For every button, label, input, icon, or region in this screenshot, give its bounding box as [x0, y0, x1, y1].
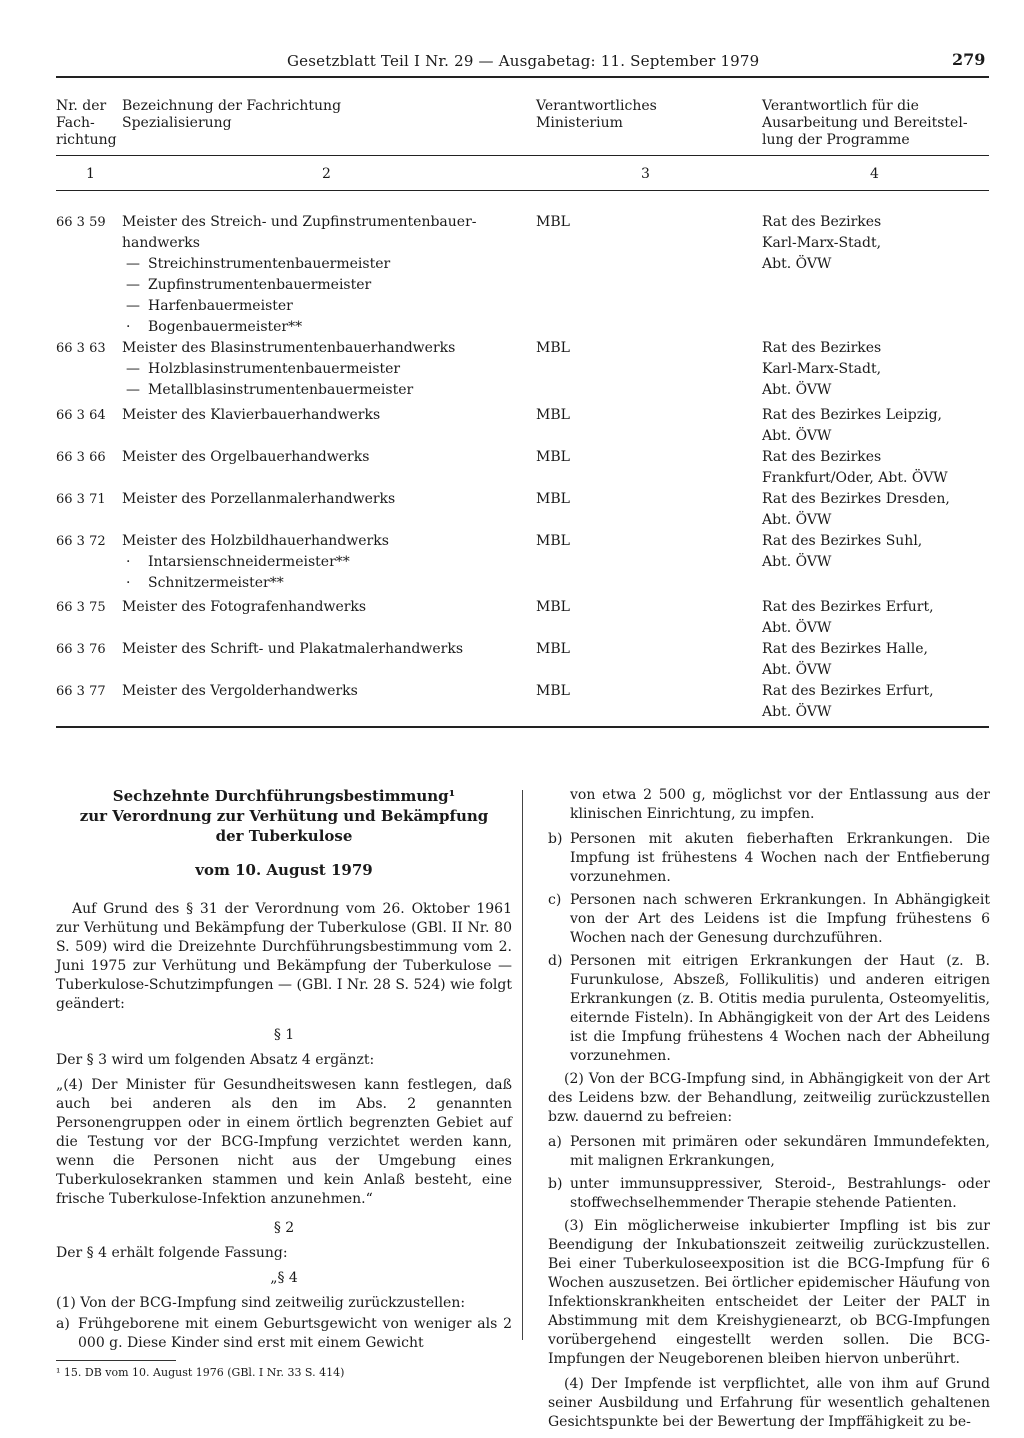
- row-responsible: Rat des Bezirkes Frankfurt/Oder, Abt. ÖVW: [762, 449, 948, 486]
- th-bezeichnung: Bezeichnung der Fachrichtung Spezialisierung: [122, 98, 342, 131]
- th-nr: Nr. der Fach- richtung: [56, 98, 117, 148]
- row-nr: 66 3 72: [56, 534, 106, 549]
- row-responsible: Rat des Bezirkes Suhl, Abt. ÖVW: [762, 533, 923, 570]
- paragraph-3: (3) Ein möglicherweise inkubierter Impfling ist bis zur Beendigung der Inkubationszeit zeitweilig zurückzustellen. Bei einer Tuberkuloseexposition ist die BCG-Impfung für 6 Wochen auszusetzen. Bei örtlicher epidemischer Häufung von Infektionskrankheiten entscheidet der Leiter der PALT in Abstimmung mit dem Kreishygienearzt, ob BCG-Impfungen vorübergehend eingestellt werden sollen. Die BCG-Impfungen der Neugeborenen bleiben hiervon unberührt.: [548, 1218, 990, 1367]
- row-name: Meister des Vergolderhandwerks: [122, 683, 358, 699]
- section-4-heading: „§ 4: [270, 1270, 298, 1286]
- list-item: a) Frühgeborene mit einem Geburtsgewicht von weniger als 2 000 g. Diese Kinder sind erst mit einem Gewicht: [56, 1316, 512, 1351]
- article-title: Sechzehnte Durchführungsbestimmung¹ zur Verordnung zur Verhütung und Bekämpfung der Tuberkulose: [79, 787, 489, 845]
- list-item: d) Personen mit eitrigen Erkrankungen der Haut (z. B. Furunkulose, Abszeß, Follikulitis) und anderen eitrigen Erkrankungen (z. B. Otitis media purulenta, Osteomyelitis, eiternde Fisteln). In Abhängigkeit von der Art des Leidens ist die Impfung frühestens 4 Wochen nach der Abheilung vorzunehmen.: [548, 953, 990, 1064]
- row-name: Meister des Fotografenhandwerks: [122, 599, 367, 615]
- list-continuation: von etwa 2 500 g, möglichst vor der Entlassung aus der klinischen Einrichtung, zu impfen.: [570, 787, 990, 822]
- row-nr: 66 3 76: [56, 642, 106, 657]
- intro-paragraph: Auf Grund des § 31 der Verordnung vom 26. Oktober 1961 zur Verhütung und Bekämpfung der Tuberkulose (GBl. II Nr. 80 S. 509) wird die Dreizehnte Durchführungsbestimmung vom 2. Juni 1975 zur Verhütung und Bekämpfung der Tuberkulose — Tuberkulose-Schutzimpfungen — (GBl. I Nr. 28 S. 524) wie folgt geändert:: [56, 901, 512, 1012]
- paragraph-1: (1) Von der BCG-Impfung sind zeitweilig zurückzustellen:: [56, 1295, 466, 1311]
- right-column: [548, 786, 990, 1438]
- paragraph-2: (2) Von der BCG-Impfung sind, in Abhängigkeit von der Art des Leidens bzw. der Behandlung, zeitweilig zurückzustellen bzw. dauernd zu befreien:: [548, 1071, 990, 1125]
- list-item: b) unter immunsuppressiver, Steroid-, Bestrahlungs- oder stoffwechselhemmender Therapie stehende Patienten.: [548, 1176, 990, 1211]
- row-name: Meister des Schrift- und Plakatmalerhandwerks: [122, 641, 464, 657]
- row-nr: 66 3 63: [56, 341, 106, 356]
- row-responsible: Rat des Bezirkes Halle, Abt. ÖVW: [762, 641, 928, 678]
- row-ministry: MBL: [536, 340, 570, 356]
- section-1-lead: Der § 3 wird um folgenden Absatz 4 ergänzt:: [56, 1052, 375, 1068]
- row-nr: 66 3 64: [56, 408, 106, 423]
- row-ministry: MBL: [536, 641, 570, 657]
- paragraph-4: (4) Der Impfende ist verpflichtet, alle von ihm auf Grund seiner Ausbildung und Erfahrung für wesentlich gehaltenen Gesichtspunkte bei der Bewertung der Impffähigkeit zu be-: [548, 1376, 990, 1430]
- row-ministry: MBL: [536, 599, 570, 615]
- footnote-rule: [56, 1360, 176, 1361]
- row-nr: 66 3 66: [56, 450, 106, 465]
- header-rule: [56, 76, 989, 78]
- row-name: Meister des Orgelbauerhandwerks: [122, 449, 370, 465]
- row-responsible: Rat des Bezirkes Leipzig, Abt. ÖVW: [762, 407, 942, 444]
- row-name: Meister des Porzellanmalerhandwerks: [122, 491, 396, 507]
- section-2-heading: § 2: [273, 1220, 295, 1236]
- section-1-heading: § 1: [273, 1027, 295, 1043]
- colnum-4: 4: [870, 166, 879, 182]
- row-responsible: Rat des Bezirkes Karl-Marx-Stadt, Abt. ÖVW: [762, 340, 882, 398]
- section-2-lead: Der § 4 erhält folgende Fassung:: [56, 1245, 288, 1261]
- th-ministerium: Verantwortliches Ministerium: [536, 98, 657, 131]
- row-nr: 66 3 59: [56, 215, 106, 230]
- th-verantwortlich: Verantwortlich für die Ausarbeitung und Bereitstel- lung der Programme: [762, 98, 968, 148]
- row-responsible: Rat des Bezirkes Karl-Marx-Stadt, Abt. ÖVW: [762, 214, 882, 272]
- table-bottom-rule: [56, 726, 989, 728]
- colnum-3: 3: [641, 166, 650, 182]
- row-ministry: MBL: [536, 214, 570, 230]
- row-name: Meister des Holzbildhauerhandwerks · Intarsienschneidermeister** · Schnitzermeister**: [122, 533, 389, 591]
- row-nr: 66 3 75: [56, 600, 106, 615]
- row-name: Meister des Blasinstrumentenbauerhandwerks — Holzblasinstrumentenbauermeister — Metallblasinstrumentenbauermeister: [122, 340, 456, 398]
- row-responsible: Rat des Bezirkes Erfurt, Abt. ÖVW: [762, 599, 934, 636]
- list-item: a) Personen mit primären oder sekundären Immundefekten, mit malignen Erkrankungen,: [548, 1134, 990, 1169]
- running-header: Gesetzblatt Teil I Nr. 29 — Ausgabetag: 11. September 1979: [287, 52, 760, 70]
- row-nr: 66 3 71: [56, 492, 106, 507]
- row-name: Meister des Klavierbauerhandwerks: [122, 407, 381, 423]
- colnum-1: 1: [86, 166, 95, 182]
- row-responsible: Rat des Bezirkes Dresden, Abt. ÖVW: [762, 491, 950, 528]
- article-date: vom 10. August 1979: [195, 861, 373, 879]
- footnote: ¹ 15. DB vom 10. August 1976 (GBl. I Nr. 33 S. 414): [56, 1366, 345, 1379]
- list-item: c) Personen nach schweren Erkrankungen. In Abhängigkeit von der Art des Leidens ist die Impfung frühestens 6 Wochen nach der Genesung durchzuführen.: [548, 892, 990, 946]
- left-column: [56, 900, 512, 1357]
- row-name: Meister des Streich- und Zupfinstrumentenbauer- handwerks — Streichinstrumentenbauermeister — Zupfinstrumentenbauermeister — Harfenbauermeister · Bogenbauermeister**: [122, 214, 477, 335]
- row-ministry: MBL: [536, 491, 570, 507]
- section-1-quote: „(4) Der Minister für Gesundheitswesen kann festlegen, daß auch bei anderen als den im Abs. 2 genannten Personengruppen oder in einem örtlich begrenzten Gebiet auf die Testung vor der BCG-Impfung verzichtet werden kann, wenn die Personen nicht aus der Umgebung eines Tuberkulosekranken stammen und kein Anlaß besteht, eine frische Tuberkulose-Infektion anzunehmen.“: [56, 1077, 512, 1207]
- row-responsible: Rat des Bezirkes Erfurt, Abt. ÖVW: [762, 683, 934, 720]
- row-ministry: MBL: [536, 407, 570, 423]
- row-nr: 66 3 77: [56, 684, 106, 699]
- list-item: b) Personen mit akuten fieberhaften Erkrankungen. Die Impfung ist frühestens 4 Wochen nach der Entfieberung vorzunehmen.: [548, 831, 990, 885]
- table-header-rule: [56, 155, 989, 156]
- row-ministry: MBL: [536, 533, 570, 549]
- colnum-2: 2: [322, 166, 331, 182]
- colnum-rule: [56, 190, 989, 191]
- row-ministry: MBL: [536, 683, 570, 699]
- column-separator: [522, 790, 523, 1340]
- row-ministry: MBL: [536, 449, 570, 465]
- page-number: 279: [952, 50, 986, 69]
